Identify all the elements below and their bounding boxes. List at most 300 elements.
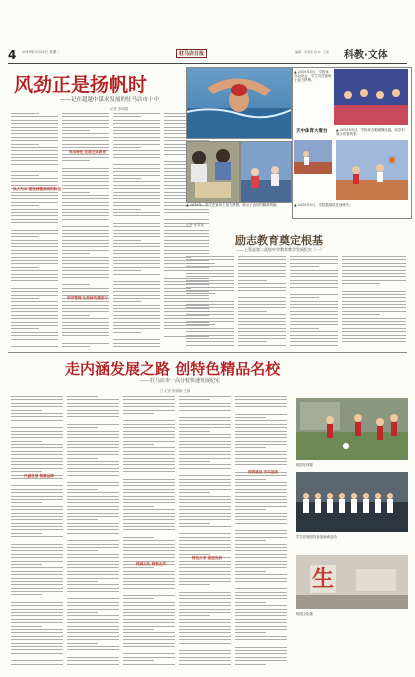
text-line [123,584,175,585]
text-line [290,294,338,295]
text-line [11,615,63,616]
editors-credit: 编辑：李某某 校对：王某 [295,50,329,54]
text-line [123,496,175,497]
recital-illustration [296,472,408,532]
cheer-illustration [334,69,408,125]
text-line [67,523,119,524]
article3-column-4 [179,396,231,666]
text-line [62,160,90,161]
text-line [123,482,175,483]
text-line [179,417,231,418]
text-line [11,150,58,151]
text-line [186,259,234,260]
text-line [11,653,63,654]
text-line [179,482,231,483]
text-line [342,266,406,267]
text-line [113,120,160,121]
text-line [67,626,119,627]
article1-byline: 记者 李丽娟 [110,107,129,111]
text-line [123,612,175,613]
text-line [113,154,160,155]
text-line [235,664,266,665]
text-line [123,550,175,551]
text-line [238,338,286,339]
text-line [11,260,58,261]
text-line [113,318,160,319]
text-line [11,591,63,592]
text-line [67,489,98,490]
text-line [235,513,287,514]
text-line [342,256,406,257]
text-line [179,479,231,480]
text-line [235,547,287,548]
text-line [67,554,119,555]
text-line [67,664,119,665]
text-line [113,233,160,234]
article3-column-5 [235,396,287,666]
text-line [11,547,63,548]
text-line [123,431,175,432]
text-line [164,233,209,234]
text-line [113,215,160,216]
text-line [11,567,63,568]
text-line [186,263,215,264]
text-line [11,160,58,161]
football-photo [296,398,408,460]
text-line [164,253,209,254]
text-line [11,643,63,644]
text-line [179,592,231,593]
article3-title: 走内涵发展之路 创特色精品名校 [65,360,281,378]
text-line [123,609,175,610]
text-line [11,339,58,340]
text-line [11,246,58,247]
text-line [290,321,338,322]
text-line [123,506,154,507]
text-line [11,464,63,465]
text-line [11,267,39,268]
text-line [11,403,63,404]
text-line [179,653,231,654]
text-line [186,283,234,284]
text-line [164,219,209,220]
text-line [342,328,406,329]
text-line [235,417,266,418]
text-line [123,574,175,575]
text-line [113,311,160,312]
text-line [67,427,98,428]
text-line [62,308,109,309]
text-line [11,277,58,278]
text-line [62,328,109,329]
text-line [11,529,63,530]
text-line [342,331,406,332]
text-line [11,626,42,627]
text-line [123,509,175,510]
text-line [235,595,287,596]
text-line [235,475,287,476]
text-line [342,311,406,312]
text-line [179,513,231,514]
text-line [11,447,63,448]
article3-column-2 [67,396,119,666]
text-line [113,175,160,176]
text-line [67,437,119,438]
text-line [235,519,287,520]
text-line [179,399,210,400]
text-line [235,588,287,589]
text-line [179,506,231,507]
text-line [235,502,287,503]
text-line [235,424,287,425]
text-line [11,509,63,510]
text-line [62,291,109,292]
text-line [123,544,175,545]
text-line [67,413,119,414]
text-line [235,479,266,480]
article1-column-1 [11,113,61,348]
text-line [62,250,109,251]
article2-column-4 [342,256,406,348]
text-line [62,274,109,275]
text-line [179,403,231,404]
text-line [123,571,175,572]
text-line [235,523,287,524]
text-line [235,444,287,445]
text-line [113,192,160,193]
text-line [11,410,42,411]
text-line [235,427,287,428]
article2-column-1 [186,256,234,348]
text-line [179,410,231,411]
text-line [11,639,63,640]
text-line [179,509,231,510]
text-line [113,301,141,302]
text-line [67,416,119,417]
text-line [113,308,160,309]
text-line [179,650,231,651]
text-line [123,557,175,558]
text-line [62,192,90,193]
text-line [11,123,58,124]
text-line [113,226,160,227]
text-line [67,643,98,644]
text-line [113,325,160,326]
text-line [342,321,406,322]
text-line [62,230,109,231]
text-line [179,626,231,627]
text-line [235,636,287,637]
text-line [67,471,119,472]
text-line [11,434,63,435]
text-line [67,602,119,603]
text-line [113,281,160,282]
text-line [342,283,380,284]
text-line [235,571,266,572]
text-line [123,523,175,524]
text-line [11,578,63,579]
text-line [179,458,231,459]
text-line [62,171,109,172]
text-line [123,444,154,445]
text-line [11,574,63,575]
text-line [11,471,42,472]
text-line [179,526,231,527]
text-line [67,646,119,647]
text-line [179,612,231,613]
text-line [67,591,119,592]
text-line [342,324,406,325]
text-line [123,413,154,414]
text-line [235,592,287,593]
text-line [67,574,119,575]
text-line [238,283,286,284]
text-line [235,540,266,541]
text-line [179,468,231,469]
text-line [11,212,58,213]
text-line [238,263,286,264]
text-line [235,602,266,603]
text-line [123,622,175,623]
text-line [113,113,160,114]
cheer-photo [334,69,408,125]
text-line [123,605,175,606]
text-line [123,437,175,438]
article3-column-3 [123,396,175,666]
text-line [113,171,160,172]
text-line [67,567,119,568]
text-line [67,447,119,448]
article1-subhead-2: 突出特色 发展艺体教育 [68,150,107,154]
swimmer-photo [186,67,292,139]
text-line [235,482,287,483]
text-line [179,475,231,476]
text-line [11,130,58,131]
text-line [113,202,160,203]
text-line [290,307,338,308]
text-line [62,233,109,234]
text-line [62,311,109,312]
text-line [62,209,109,210]
text-line [67,632,119,633]
text-line [235,561,287,562]
text-line [67,657,119,658]
text-line [235,431,287,432]
text-line [11,636,63,637]
text-line [67,660,119,661]
text-line [342,341,406,342]
text-line [235,632,266,633]
text-line [62,113,109,114]
text-line [113,263,160,264]
text-line [290,335,338,336]
text-line [11,185,58,186]
text-line [11,144,39,145]
text-line [123,427,175,428]
text-line [113,116,141,117]
article3-subhead-1: 内涵发展 铸就品牌 [23,474,54,478]
text-line [235,447,266,448]
text-line [123,547,175,548]
article3-subhead-2: 校园文化 润物无声 [135,562,166,566]
text-line [238,290,286,291]
text-line [290,297,319,298]
text-line [238,328,286,329]
text-line [67,639,119,640]
text-line [113,133,160,134]
text-line [123,554,175,555]
text-line [235,550,287,551]
text-line [235,653,287,654]
text-line [186,338,234,339]
text-line [11,406,63,407]
text-line [179,636,231,637]
text-line [11,519,63,520]
text-line [179,581,231,582]
text-line [11,516,63,517]
text-line [123,492,175,493]
text-line [179,502,231,503]
article1-subhead-3: 科学管理 让校园充满活力 [67,296,108,300]
paper-name: 驻马店日报 [176,49,207,58]
text-line [67,615,119,616]
text-line [342,270,406,271]
text-line [11,646,63,647]
text-line [11,499,63,500]
text-line [235,509,266,510]
text-line [290,287,338,288]
text-line [113,295,160,296]
text-line [123,471,175,472]
text-line [235,396,287,397]
text-line [235,598,287,599]
text-line [11,458,63,459]
text-line [11,564,42,565]
text-line [11,257,58,258]
text-line [67,461,119,462]
text-line [123,410,175,411]
text-line [62,267,109,268]
text-line [113,168,160,169]
text-line [235,564,287,565]
section-title: 科教·文体 [344,50,388,61]
text-line [11,205,39,206]
text-line [11,288,58,289]
text-line [123,516,175,517]
text-line [62,257,109,258]
text-line [238,345,286,346]
text-line [62,205,109,206]
text-line [186,273,234,274]
text-line [113,246,160,247]
text-line [186,331,234,332]
text-line [235,626,287,627]
text-line [11,318,58,319]
text-line [62,301,109,302]
text-line [113,343,160,344]
text-line [164,243,209,244]
text-line [11,140,58,141]
text-line [62,240,109,241]
text-line [62,315,90,316]
text-line [11,396,63,397]
text-line [235,414,287,415]
text-line [235,492,287,493]
text-line [290,276,338,277]
text-line [11,437,63,438]
article1-subhead-1: 以人为本 建设师德高尚的队伍 [13,187,61,191]
text-line [11,154,58,155]
text-line [113,284,160,285]
text-line [113,164,160,165]
text-line [238,259,286,260]
text-line [290,331,338,332]
text-line [290,280,338,281]
text-line [123,643,175,644]
text-line [11,315,58,316]
basketball-illustration [336,140,408,200]
text-line [179,496,231,497]
text-line [11,454,63,455]
text-line [179,523,210,524]
text-line [113,339,160,340]
text-line [342,291,406,292]
text-line [113,288,160,289]
text-line [164,236,209,237]
text-line [179,574,231,575]
text-line [123,461,175,462]
text-line [235,451,287,452]
text-line [67,540,119,541]
wall-character: 生 [312,567,335,592]
text-line [62,212,109,213]
text-line [179,451,231,452]
text-line [238,270,286,271]
text-line [62,137,109,138]
text-line [179,519,231,520]
text-line [11,113,39,114]
text-line [179,602,231,603]
text-line [235,574,287,575]
text-line [179,664,231,665]
text-line [11,451,63,452]
text-line [123,424,175,425]
text-line [67,581,98,582]
sidebar-caption-2: ▲ 2019年5月，学校举办啦啦操比赛，同学们展示青春风采。 [336,128,405,137]
text-line [11,219,58,220]
culture-wall-caption: 校园文化墙 [296,612,313,616]
text-line [179,605,231,606]
text-line [62,318,109,319]
text-line [290,256,338,257]
text-line [11,120,58,121]
stage-illustration [241,142,291,202]
text-line [235,605,287,606]
text-line [113,322,160,323]
text-line [67,547,119,548]
text-line [123,451,175,452]
text-line [238,321,286,322]
text-line [123,595,175,596]
text-line [67,516,119,517]
text-line [123,626,175,627]
text-line [235,516,287,517]
text-line [11,325,58,326]
text-line [186,280,234,281]
text-line [186,276,234,277]
text-line [11,441,42,442]
text-line [11,664,63,665]
